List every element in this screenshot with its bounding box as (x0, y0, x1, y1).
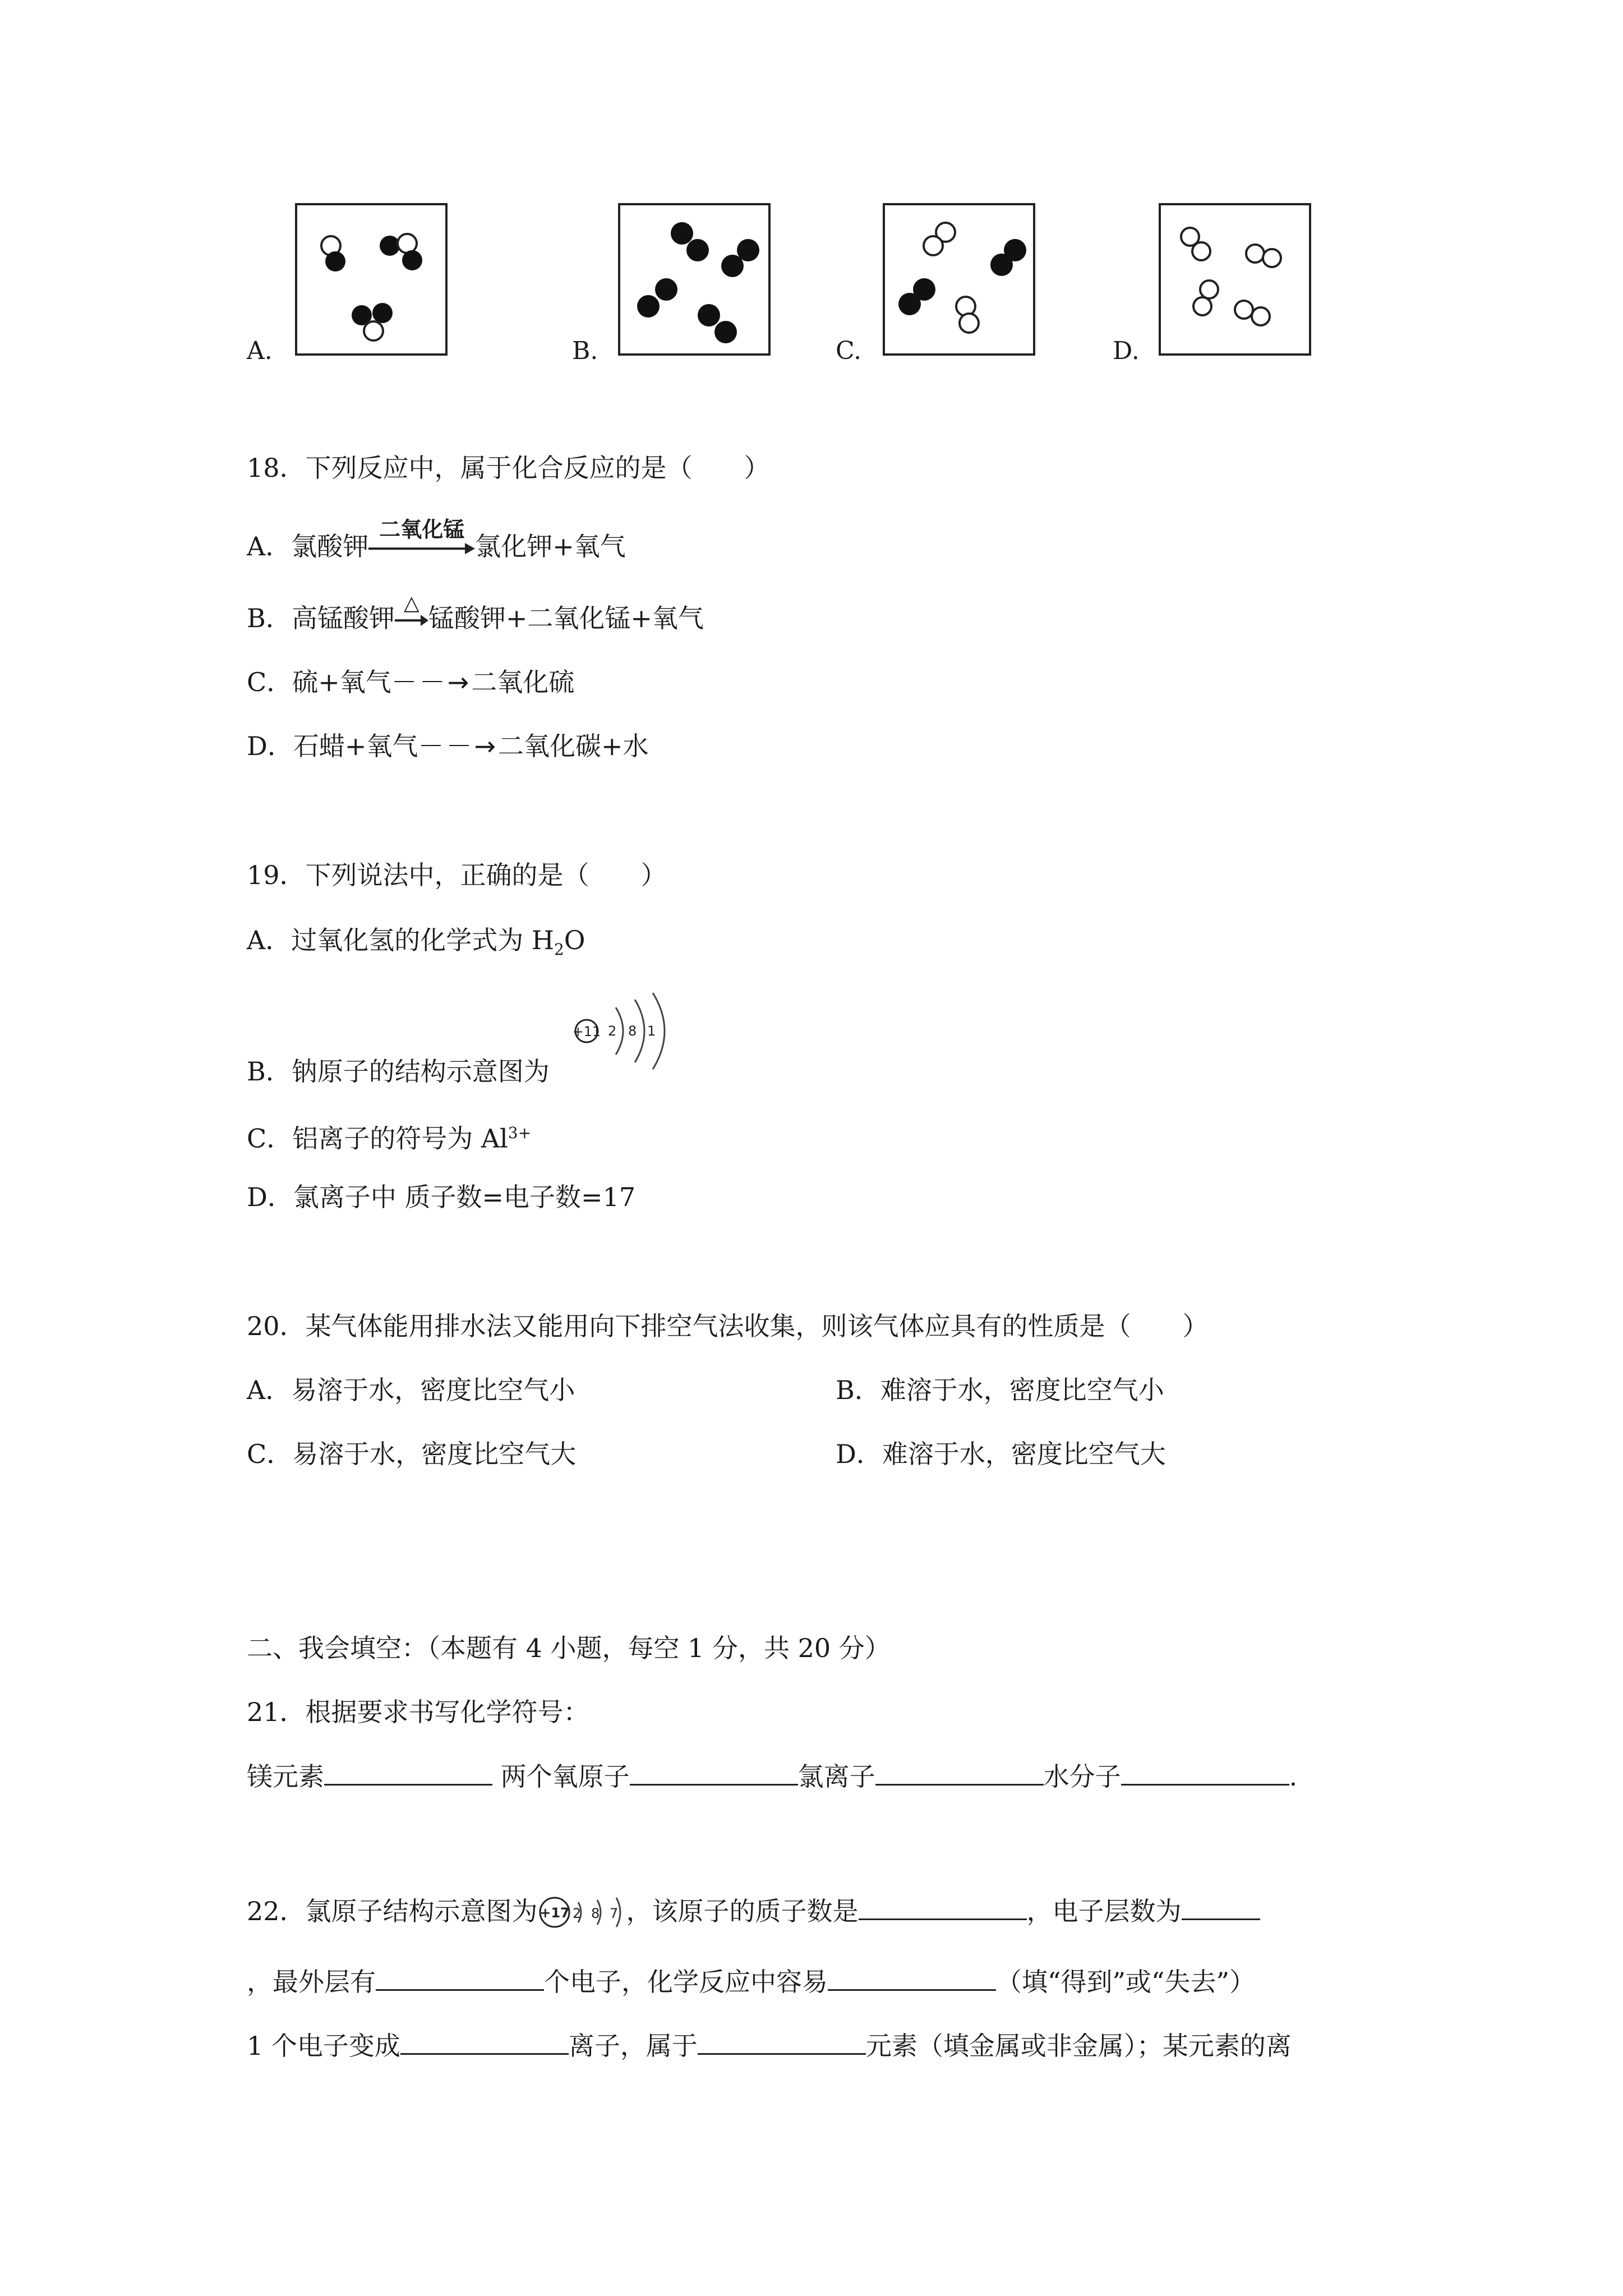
q22-line-2 (247, 1964, 1255, 1999)
q22-line-1 (247, 1894, 1260, 1930)
q20-option-b: B．难溶于水，密度比空气小 (836, 1375, 1164, 1405)
q18-option-b-product: 锰酸钾+二氧化锰+氧气 (428, 603, 704, 633)
q17-option-a-particle-box (295, 203, 448, 356)
q20-option-c: C．易溶于水，密度比空气大 (247, 1439, 577, 1469)
q22-text-element-hint: 元素（填金属或非金属）；某元素的离 (865, 2031, 1292, 2061)
q21-blanks-line (247, 1759, 1297, 1793)
q22-text-intro: 22．氯原子结构示意图为 (247, 1896, 538, 1926)
dashed-arrow-icon: －－→ (418, 731, 498, 761)
q21-end-period: . (1289, 1761, 1298, 1792)
q20-stem: 20．某气体能用排水法又能用向下排空气法收集，则该气体应具有的性质是（ ） (247, 1311, 1209, 1341)
heat-arrow-icon (395, 592, 428, 632)
q19-option-a-subscript: 2 (554, 940, 564, 959)
q22-text-proton-number: ，该原子的质子数是 (626, 1896, 859, 1926)
q21-stem: 21．根据要求书写化学符号： (247, 1697, 589, 1727)
q18-option-b-letter: B． (247, 603, 292, 633)
q18-option-d-letter: D． (247, 731, 293, 761)
q18-option-c-product: 二氧化硫 (471, 667, 575, 697)
q17-option-a-letter: A. (247, 337, 273, 365)
q22-blank-element-type[interactable] (698, 2028, 866, 2055)
q19-option-d: D．氯离子中 质子数=电子数=17 (247, 1182, 636, 1212)
sodium-nucleus-label: +11 (572, 1024, 601, 1039)
chlorine-shell-1-label: 2 (572, 1906, 581, 1921)
q18-option-d-product: 二氧化碳+水 (497, 731, 649, 761)
q21-blank-water-molecule[interactable] (1121, 1759, 1289, 1786)
q21-blank-two-oxygen-atoms[interactable] (630, 1759, 798, 1786)
chlorine-shell-2-label: 8 (591, 1906, 600, 1921)
q22-text-belongs-to: 离子，属于 (568, 2031, 698, 2061)
q22-text-one-electron: 1 个电子变成 (247, 2031, 400, 2061)
sodium-shell-2-label: 8 (628, 1023, 637, 1039)
q17-option-c-particle-box (883, 203, 1035, 356)
q17-option-b-particle-box (618, 203, 771, 356)
compound-molecules-icon (620, 205, 768, 353)
sodium-shell-3-label: 1 (647, 1023, 656, 1039)
q22-text-gain-lose-hint: （填“得到”或“失去”） (996, 1967, 1256, 1997)
dashed-arrow-icon: －－→ (391, 667, 472, 697)
q17-option-d-particle-box (1159, 203, 1311, 356)
q19-option-a-tail: O (564, 925, 585, 955)
q17-option-d-letter: D. (1113, 337, 1140, 365)
q18-option-c-letter: C． (247, 667, 293, 697)
q19-option-c-superscript: 3+ (508, 1124, 532, 1142)
q22-blank-shell-count[interactable] (1182, 1894, 1260, 1920)
q18-option-c-reactant: 硫+氧气 (292, 667, 391, 697)
q21-blank-chloride-ion[interactable] (875, 1759, 1044, 1786)
q18-option-a-letter: A． (247, 531, 292, 562)
q22-text-tends-to: 个电子，化学反应中容易 (544, 1967, 828, 1997)
q19-option-c (247, 1116, 531, 1155)
q18-option-a-reactant: 氯酸钾 (291, 531, 369, 562)
q18-option-b-condition: △ (403, 592, 419, 615)
q21-blank-magnesium[interactable] (324, 1759, 492, 1786)
q19-stem: 19．下列说法中，正确的是（ ） (247, 860, 667, 890)
q22-blank-gain-or-lose[interactable] (828, 1964, 996, 1991)
chlorine-atom-structure-diagram (538, 1897, 626, 1930)
q22-text-shell-count: ，电子层数为 (1026, 1896, 1182, 1926)
q22-blank-outer-electrons[interactable] (376, 1964, 544, 1991)
q18-option-d (247, 729, 649, 763)
q21-label-two-oxygen-atoms: 两个氧原子 (492, 1761, 630, 1792)
q17-option-b-letter: B. (572, 337, 598, 365)
q22-blank-proton-number[interactable] (859, 1894, 1027, 1920)
sodium-shell-1-label: 2 (608, 1023, 617, 1039)
q20-option-a: A．易溶于水，密度比空气小 (247, 1375, 575, 1405)
q19-option-c-text: C．铝离子的符号为 Al (247, 1123, 508, 1154)
mixture-molecules-icon (297, 205, 445, 353)
q18-option-c (247, 665, 574, 699)
q20-option-d: D．难溶于水，密度比空气大 (836, 1439, 1166, 1469)
section-2-heading: 二、我会填空：（本题有 4 小题，每空 1 分，共 20 分） (247, 1633, 891, 1663)
q19-option-b-text: B．钠原子的结构示意图为 (247, 1056, 550, 1087)
q18-stem: 18．下列反应中，属于化合反应的是（ ） (247, 453, 770, 483)
q21-label-magnesium: 镁元素 (247, 1761, 324, 1792)
q18-option-b-reactant: 高锰酸钾 (291, 603, 395, 633)
q18-option-a-condition: 二氧化锰 (379, 517, 465, 542)
q18-option-b (247, 592, 704, 635)
q21-label-water-molecule: 水分子 (1043, 1761, 1121, 1792)
two-element-molecules-icon (885, 205, 1033, 353)
q18-option-a (247, 517, 626, 563)
q17-option-c-letter: C. (836, 337, 862, 365)
q19-option-b (247, 1055, 550, 1088)
q21-label-chloride-ion: 氯离子 (797, 1761, 875, 1792)
q22-text-outer-shell: ，最外层有 (247, 1967, 376, 1997)
chlorine-shell-3-label: 7 (609, 1906, 618, 1921)
catalyst-arrow-icon (368, 517, 475, 560)
chlorine-nucleus-label: +17 (539, 1905, 570, 1921)
q22-line-3 (247, 2028, 1292, 2063)
q18-option-a-product: 氯化钾+氧气 (475, 531, 626, 562)
q19-option-a-text: A．过氧化氢的化学式为 H (247, 925, 554, 955)
single-element-molecules-icon (1161, 205, 1309, 353)
q18-option-d-reactant: 石蜡+氧气 (293, 731, 418, 761)
sodium-atom-structure-diagram (572, 991, 684, 1075)
q22-blank-ion-type[interactable] (400, 2028, 569, 2055)
q19-option-a (247, 923, 585, 967)
